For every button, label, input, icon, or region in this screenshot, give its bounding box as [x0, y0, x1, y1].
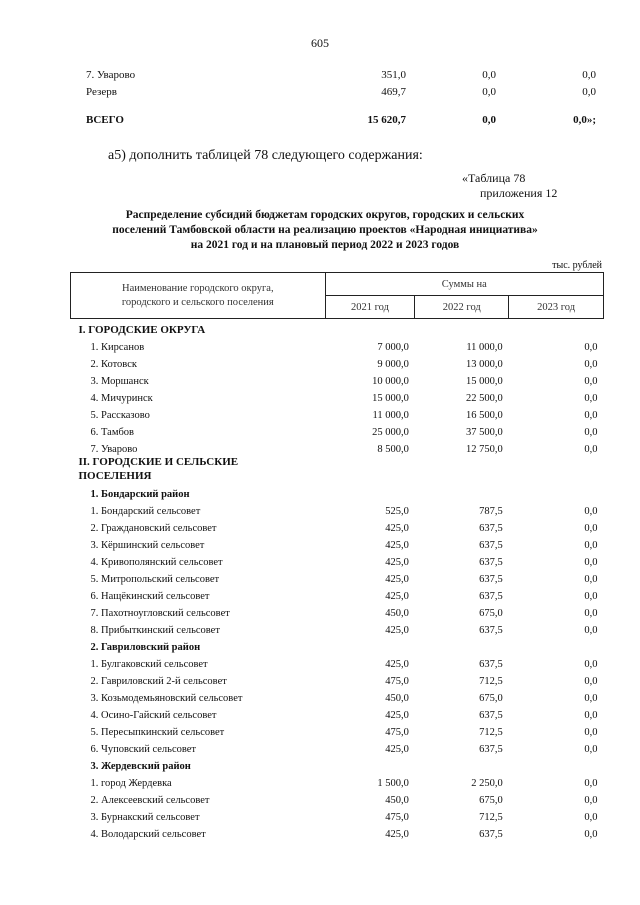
- row-name: 3. Бурнакский сельсовет: [90, 812, 200, 823]
- district-heading: 3. Жердевский район: [90, 761, 191, 772]
- title-line1: Распределение субсидий бюджетам городских округов, городских и сельских: [125, 209, 525, 221]
- value-2022: 37 500,0: [465, 427, 503, 438]
- value-2021: 475,0: [385, 676, 409, 687]
- value-2022: 637,5: [479, 574, 503, 585]
- value-2021: 475,0: [385, 812, 409, 823]
- value-2022: 675,0: [479, 795, 503, 806]
- total-2021: 15 620,7: [367, 114, 406, 126]
- value-2023: 0,0: [584, 710, 598, 721]
- row-name: 5. Пересыпкинский сельсовет: [90, 727, 225, 738]
- value-2022: 637,5: [479, 710, 503, 721]
- table-row: [71, 336, 604, 353]
- row-name: 7. Пахотноугловский сельсовет: [90, 608, 230, 619]
- value-2021: 425,0: [385, 829, 409, 840]
- table-row: [86, 81, 596, 98]
- total-label: ВСЕГО: [86, 114, 124, 126]
- value-2022: 712,5: [479, 812, 503, 823]
- district-heading: 2. Гавриловский район: [90, 642, 201, 653]
- value-2021: 425,0: [385, 744, 409, 755]
- row-name: 7. Уварово: [90, 444, 138, 455]
- value-2021: 425,0: [385, 523, 409, 534]
- value-2021: 425,0: [385, 710, 409, 721]
- value-2022: 675,0: [479, 608, 503, 619]
- section-heading-line2: ПОСЕЛЕНИЯ: [78, 470, 152, 482]
- table-row: [71, 602, 604, 619]
- district-heading-row: [71, 636, 604, 653]
- value-2021: 425,0: [385, 659, 409, 670]
- value-2023: 0,0: [584, 523, 598, 534]
- section-heading: [71, 455, 604, 483]
- value-2021: 425,0: [385, 591, 409, 602]
- value-2023: 0,0: [582, 86, 596, 98]
- value-2022: 675,0: [479, 693, 503, 704]
- header-sums: Суммы на: [325, 273, 603, 296]
- row-name: 1. Кирсанов: [90, 342, 145, 353]
- row-name: 8. Прибыткинский сельсовет: [90, 625, 220, 636]
- header-2021: 2021 год: [325, 296, 415, 319]
- header-name: [71, 273, 326, 319]
- value-2023: 0,0: [584, 608, 598, 619]
- value-2022: 637,5: [479, 744, 503, 755]
- value-2021: 450,0: [385, 795, 409, 806]
- value-2023: 0,0: [584, 625, 598, 636]
- page-number: 605: [311, 36, 329, 50]
- value-2023: 0,0: [584, 744, 598, 755]
- value-2023: 0,0: [582, 69, 596, 81]
- value-2023: 0,0: [584, 693, 598, 704]
- table-row: [71, 551, 604, 568]
- table-row: [71, 738, 604, 755]
- row-name: 2. Котовск: [90, 359, 137, 370]
- value-2022: 637,5: [479, 591, 503, 602]
- subsidy-table: [70, 272, 604, 840]
- table-row: [71, 404, 604, 421]
- value-2021: 425,0: [385, 540, 409, 551]
- table-row: [71, 568, 604, 585]
- row-name: 4. Кривополянский сельсовет: [90, 557, 223, 568]
- table-row: [71, 585, 604, 602]
- value-2021: 7 000,0: [377, 342, 409, 353]
- value-2022: 787,5: [479, 506, 503, 517]
- value-2022: 15 000,0: [465, 376, 503, 387]
- table-row: [71, 653, 604, 670]
- section-heading-line1: II. ГОРОДСКИЕ И СЕЛЬСКИЕ: [78, 456, 239, 468]
- value-2021: 450,0: [385, 608, 409, 619]
- row-name: 4. Володарский сельсовет: [90, 829, 206, 840]
- table-row: [71, 534, 604, 551]
- section-heading-row: [71, 319, 604, 337]
- row-name: 5. Митропольский сельсовет: [90, 574, 220, 585]
- row-name: 1. Бондарский сельсовет: [90, 506, 201, 517]
- value-2022: 16 500,0: [465, 410, 503, 421]
- value-2022: 637,5: [479, 557, 503, 568]
- title-line2: поселений Тамбовской области на реализацию проектов «Народная инициатива»: [112, 224, 538, 236]
- table-row: [71, 438, 604, 455]
- row-name: 6. Тамбов: [90, 427, 135, 438]
- value-2022: 22 500,0: [465, 393, 503, 404]
- row-name: 6. Нащёкинский сельсовет: [90, 591, 210, 602]
- header-2023: 2023 год: [509, 296, 604, 319]
- value-2021: 425,0: [385, 625, 409, 636]
- value-2023: 0,0: [584, 376, 598, 387]
- value-2023: 0,0: [584, 557, 598, 568]
- value-2023: 0,0: [584, 829, 598, 840]
- document-title: [60, 208, 590, 253]
- value-2022: 712,5: [479, 727, 503, 738]
- table-row: [71, 704, 604, 721]
- value-2022: 712,5: [479, 676, 503, 687]
- row-name: 2. Гавриловский 2-й сельсовет: [90, 676, 227, 687]
- table-row: [71, 687, 604, 704]
- table-row: [71, 370, 604, 387]
- district-heading-row: [71, 755, 604, 772]
- value-2022: 2 250,0: [471, 778, 503, 789]
- table-label: [462, 171, 602, 201]
- value-2023: 0,0: [584, 727, 598, 738]
- table-label-line1: «Таблица 78: [462, 171, 526, 185]
- value-2021: 450,0: [385, 693, 409, 704]
- header-2022: 2022 год: [415, 296, 509, 319]
- header-name-line2: городского и сельского поселения: [121, 296, 274, 308]
- value-2023: 0,0: [584, 444, 598, 455]
- value-2022: 637,5: [479, 625, 503, 636]
- row-name: 6. Чуповский сельсовет: [90, 744, 196, 755]
- value-2023: 0,0: [584, 812, 598, 823]
- value-2021: 475,0: [385, 727, 409, 738]
- value-2023: 0,0: [584, 591, 598, 602]
- table-label-line2: приложения 12: [480, 186, 558, 200]
- value-2023: 0,0: [584, 359, 598, 370]
- value-2022: 637,5: [479, 829, 503, 840]
- row-name: 3. Моршанск: [90, 376, 149, 387]
- row-name: 2. Алексеевский сельсовет: [90, 795, 210, 806]
- table-row: [71, 823, 604, 840]
- total-row: [86, 98, 596, 126]
- value-2022: 637,5: [479, 659, 503, 670]
- value-2022: 0,0: [482, 69, 496, 81]
- value-2022: 11 000,0: [466, 342, 503, 353]
- row-name: 4. Мичуринск: [90, 393, 153, 404]
- section-heading: I. ГОРОДСКИЕ ОКРУГА: [78, 324, 206, 336]
- table-row: [86, 64, 596, 81]
- row-name: Резерв: [86, 86, 117, 98]
- table-row: [71, 421, 604, 438]
- table-row: [71, 721, 604, 738]
- table-row: [71, 353, 604, 370]
- value-2021: 15 000,0: [372, 393, 409, 404]
- value-2022: 0,0: [482, 86, 496, 98]
- value-2021: 9 000,0: [377, 359, 409, 370]
- row-name: 1. Булгаковский сельсовет: [90, 659, 208, 670]
- table-row: [71, 500, 604, 517]
- value-2023: 0,0: [584, 778, 598, 789]
- row-name: 5. Рассказово: [90, 410, 150, 421]
- district-heading: 1. Бондарский район: [90, 489, 190, 500]
- value-2021: 11 000,0: [372, 410, 409, 421]
- value-2021: 8 500,0: [377, 444, 409, 455]
- value-2021: 1 500,0: [377, 778, 409, 789]
- table-row: [71, 517, 604, 534]
- value-2023: 0,0: [584, 676, 598, 687]
- value-2023: 0,0: [584, 506, 598, 517]
- value-2023: 0,0: [584, 393, 598, 404]
- table-row: [71, 806, 604, 823]
- table-row: [71, 789, 604, 806]
- table-row: [71, 619, 604, 636]
- title-line3: на 2021 год и на плановый период 2022 и 2023 годов: [190, 239, 460, 251]
- value-2021: 10 000,0: [372, 376, 409, 387]
- table-row: [71, 670, 604, 687]
- section-heading-row: [71, 455, 604, 483]
- district-heading-row: [71, 483, 604, 500]
- value-2021: 351,0: [381, 69, 406, 81]
- value-2023: 0,0: [584, 659, 598, 670]
- value-2021: 469,7: [381, 86, 406, 98]
- value-2022: 12 750,0: [465, 444, 503, 455]
- table-row: [71, 772, 604, 789]
- value-2023: 0,0: [584, 427, 598, 438]
- previous-table-tail: [86, 64, 596, 126]
- total-2022: 0,0: [482, 114, 496, 126]
- row-name: 4. Осино-Гайский сельсовет: [90, 710, 217, 721]
- row-name: 7. Уварово: [86, 69, 136, 81]
- units-label: тыс. рублей: [552, 260, 602, 271]
- header-name-line1: Наименование городского округа,: [121, 282, 274, 294]
- value-2023: 0,0: [584, 342, 598, 353]
- value-2021: 25 000,0: [372, 427, 409, 438]
- value-2023: 0,0: [584, 410, 598, 421]
- row-name: 2. Граждановский сельсовет: [90, 523, 217, 534]
- value-2022: 13 000,0: [465, 359, 503, 370]
- table-row: [71, 387, 604, 404]
- row-name: 1. город Жердевка: [90, 778, 172, 789]
- total-2023: 0,0»;: [573, 114, 596, 126]
- value-2021: 425,0: [385, 574, 409, 585]
- row-name: 3. Кёршинский сельсовет: [90, 540, 205, 551]
- amendment-instruction: а5) дополнить таблицей 78 следующего содержания:: [108, 148, 423, 163]
- value-2023: 0,0: [584, 795, 598, 806]
- row-name: 3. Козьмодемьяновский сельсовет: [90, 693, 243, 704]
- value-2021: 525,0: [385, 506, 409, 517]
- value-2022: 637,5: [479, 540, 503, 551]
- value-2023: 0,0: [584, 540, 598, 551]
- table-body: [71, 319, 604, 841]
- value-2023: 0,0: [584, 574, 598, 585]
- value-2022: 637,5: [479, 523, 503, 534]
- value-2021: 425,0: [385, 557, 409, 568]
